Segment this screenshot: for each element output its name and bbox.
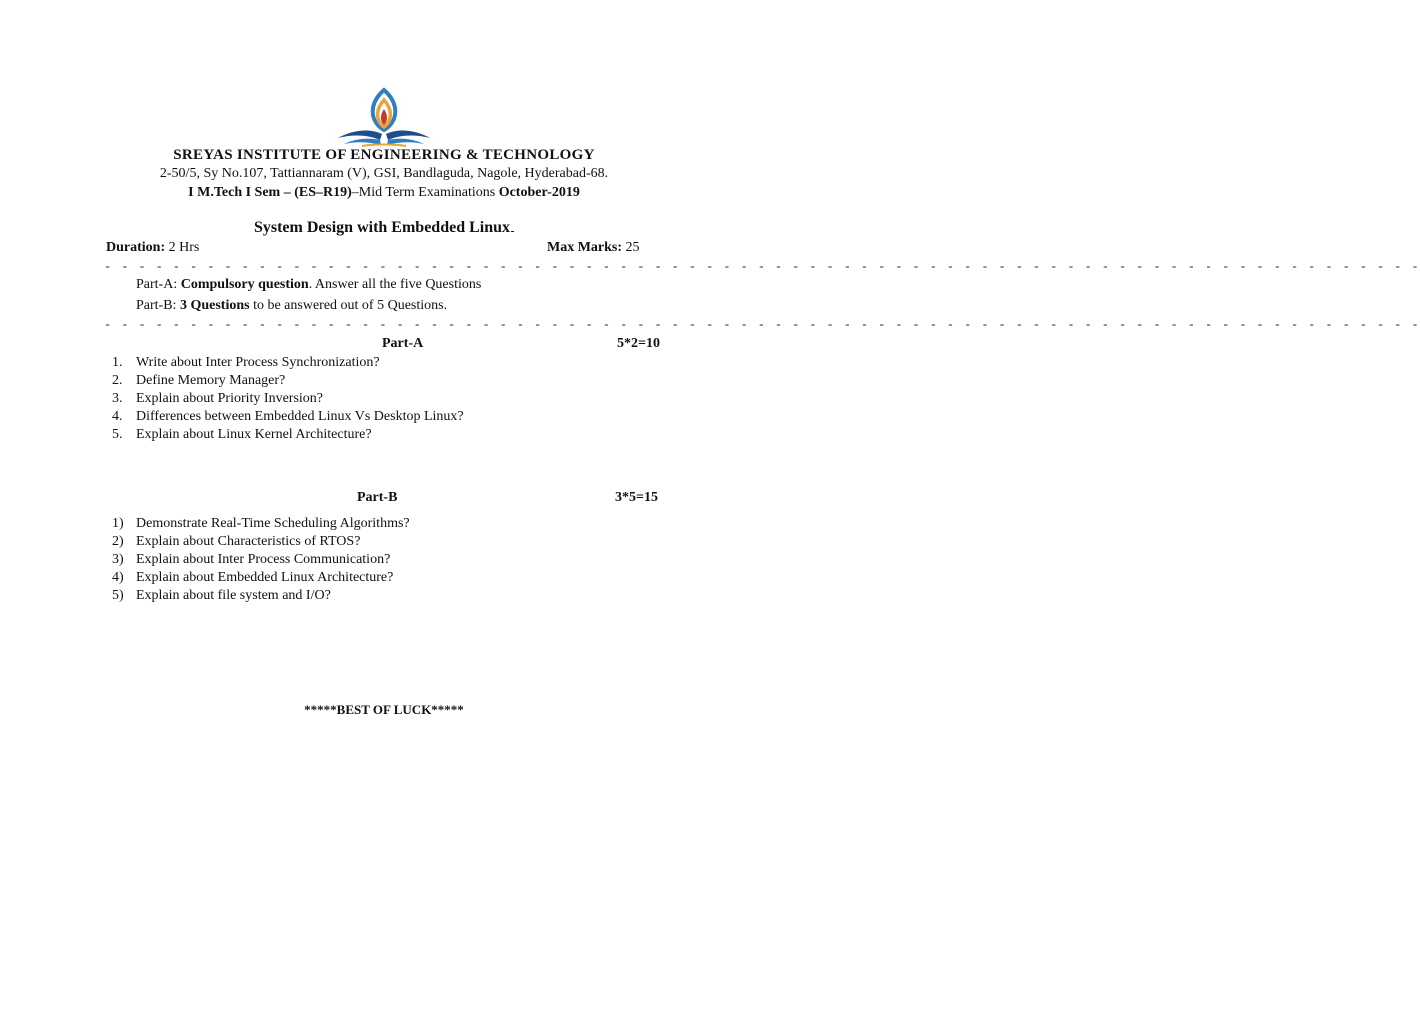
part-b-marks: 3*5=15 (615, 490, 658, 505)
part-b-question (112, 587, 410, 605)
max-marks-value: 25 (622, 240, 640, 255)
separator-top: - - - - - - - - - - - - - - - - - - - - - - - - - - - - - - - - - - - - - - - - - - - - - - - - - - - - - - - - - - - - - - - - - - - - - - - - - - - - - (104, 260, 1420, 274)
question-text: Explain about file system and I/O? (136, 588, 331, 603)
duration (106, 240, 199, 256)
part-a-question (112, 426, 464, 444)
question-text: Demonstrate Real-Time Scheduling Algorithms? (136, 516, 410, 531)
max-marks-label: Max Marks: (547, 240, 623, 255)
question-text: Explain about Priority Inversion? (136, 391, 324, 406)
question-number: 5. (112, 427, 123, 442)
subject-title (0, 219, 768, 237)
exam-semester: I M.Tech I Sem – (ES–R19) (188, 185, 352, 200)
question-text: Explain about Embedded Linux Architecture? (136, 570, 394, 585)
college-logo-icon (332, 88, 436, 148)
exam-line (0, 185, 768, 201)
question-number: 5) (112, 588, 124, 603)
part-a-marks: 5*2=10 (617, 336, 660, 351)
question-number: 1) (112, 516, 124, 531)
question-number: 1. (112, 355, 123, 370)
exam-type: –Mid Term Examinations (351, 185, 499, 200)
question-number: 4) (112, 570, 124, 585)
question-number: 2) (112, 534, 124, 549)
duration-value: 2 Hrs (165, 240, 200, 255)
instruction-part-a-prefix: Part-A: (136, 277, 181, 292)
part-a-title: Part-A (382, 336, 424, 351)
instruction-part-b-bold: 3 Questions (179, 298, 250, 313)
question-text: Explain about Linux Kernel Architecture? (136, 427, 372, 442)
question-number: 2. (112, 373, 123, 388)
question-number: 3) (112, 552, 124, 567)
college-address: 2-50/5, Sy No.107, Tattiannaram (V), GSI, Bandlaguda, Nagole, Hyderabad-68. (159, 166, 609, 181)
question-text: Write about Inter Process Synchronization? (136, 355, 380, 370)
instruction-part-a-bold: Compulsory question (180, 277, 309, 292)
instruction-part-a-rest: . Answer all the five Questions (308, 277, 482, 292)
question-text: Differences between Embedded Linux Vs Desktop Linux? (136, 409, 464, 424)
duration-label: Duration: (106, 240, 166, 255)
part-a-question (112, 408, 464, 426)
part-a-question (112, 390, 464, 408)
question-text: Explain about Inter Process Communication? (136, 552, 391, 567)
part-b-question (112, 533, 410, 551)
question-text: Define Memory Manager? (136, 373, 286, 388)
part-a-question (112, 372, 464, 390)
subject-title-text: System Design with Embedded Linux (253, 219, 511, 236)
exam-month: October-2019 (498, 185, 580, 200)
part-a-question (112, 354, 464, 372)
best-of-luck: *****BEST OF LUCK***** (304, 702, 464, 717)
part-a-question-list (112, 354, 464, 444)
instruction-part-a (136, 277, 481, 293)
max-marks (547, 240, 640, 256)
question-number: 3. (112, 391, 123, 406)
part-b-title: Part-B (357, 490, 398, 505)
part-b-question (112, 551, 410, 569)
text-cursor-mark (511, 230, 514, 232)
instruction-part-b-prefix: Part-B: (136, 298, 180, 313)
part-b-question (112, 515, 410, 533)
part-b-question (112, 569, 410, 587)
instruction-part-b-rest: to be answered out of 5 Questions. (249, 298, 448, 313)
separator-bottom: - - - - - - - - - - - - - - - - - - - - - - - - - - - - - - - - - - - - - - - - - - - - - - - - - - - - - - - - - - - - - - - - - - - - - - - - - - - - - (104, 318, 1420, 332)
question-number: 4. (112, 409, 123, 424)
part-b-question-list (112, 515, 410, 605)
college-name: SREYAS INSTITUTE OF ENGINEERING & TECHNOLOGY (173, 147, 595, 163)
instruction-part-b (136, 298, 447, 314)
question-text: Explain about Characteristics of RTOS? (136, 534, 361, 549)
